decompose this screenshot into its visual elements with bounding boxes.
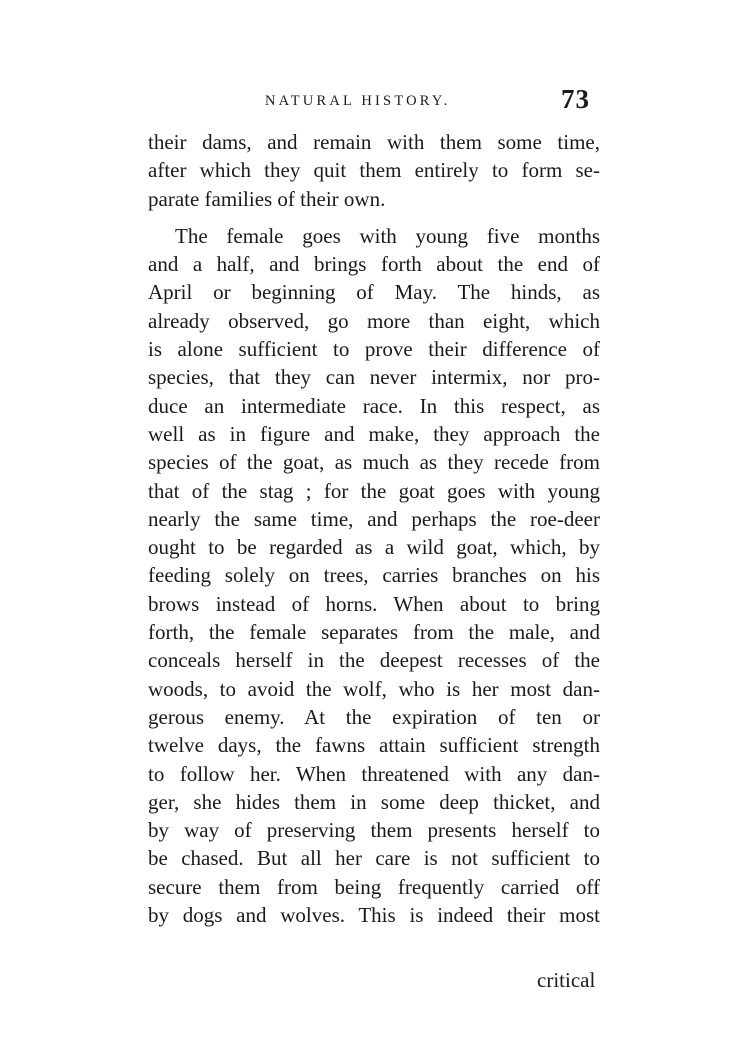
text-line: be chased. But all her care is not sufficient to [148,846,600,871]
body-text [148,128,600,929]
text-line: brows instead of horns. When about to bring [148,591,600,616]
text-line: twelve days, the fawns attain sufficient strength [148,733,600,758]
text-line: species of the goat, as much as they recede from [148,450,600,475]
text-line: is alone sufficient to prove their difference of [148,337,600,362]
text-line: secure them from being frequently carried off [148,874,600,899]
text-line: by way of preserving them presents herself to [148,818,600,843]
text-line: after which they quit them entirely to form se- [148,158,600,183]
text-line: well as in figure and make, they approach the [148,421,600,446]
catchword: critical [537,968,596,992]
text-line: nearly the same time, and perhaps the roe-deer [148,506,600,531]
text-line: forth, the female separates from the male, and [148,620,600,645]
text-line: The female goes with young five months [175,223,600,248]
paragraph [148,222,600,929]
text-line: species, that they can never intermix, nor pro- [148,365,600,390]
text-line: feeding solely on trees, carries branches on his [148,563,600,588]
text-line: and a half, and brings forth about the end of [148,252,600,277]
text-line: by dogs and wolves. This is indeed their most [148,903,600,928]
paragraph-gap [148,213,600,222]
text-line: that of the stag ; for the goat goes with young [148,478,600,503]
text-line: woods, to avoid the wolf, who is her most dan- [148,676,600,701]
page-number: 73 [561,84,590,114]
text-line: April or beginning of May. The hinds, as [148,280,600,305]
text-line: to follow her. When threatened with any dan- [148,761,600,786]
text-line: ought to be regarded as a wild goat, which, by [148,535,600,560]
paragraph [148,128,600,213]
text-line: their dams, and remain with them some time, [148,130,600,154]
text-line: gerous enemy. At the expiration of ten or [148,704,600,729]
text-line: ger, she hides them in some deep thicket, and [148,789,600,814]
text-line: duce an intermediate race. In this respect, as [148,393,600,418]
text-line: conceals herself in the deepest recesses of the [148,648,600,673]
text-line: parate families of their own. [148,186,386,211]
running-head: NATURAL HISTORY. [265,93,451,109]
text-line: already observed, go more than eight, which [148,308,600,333]
